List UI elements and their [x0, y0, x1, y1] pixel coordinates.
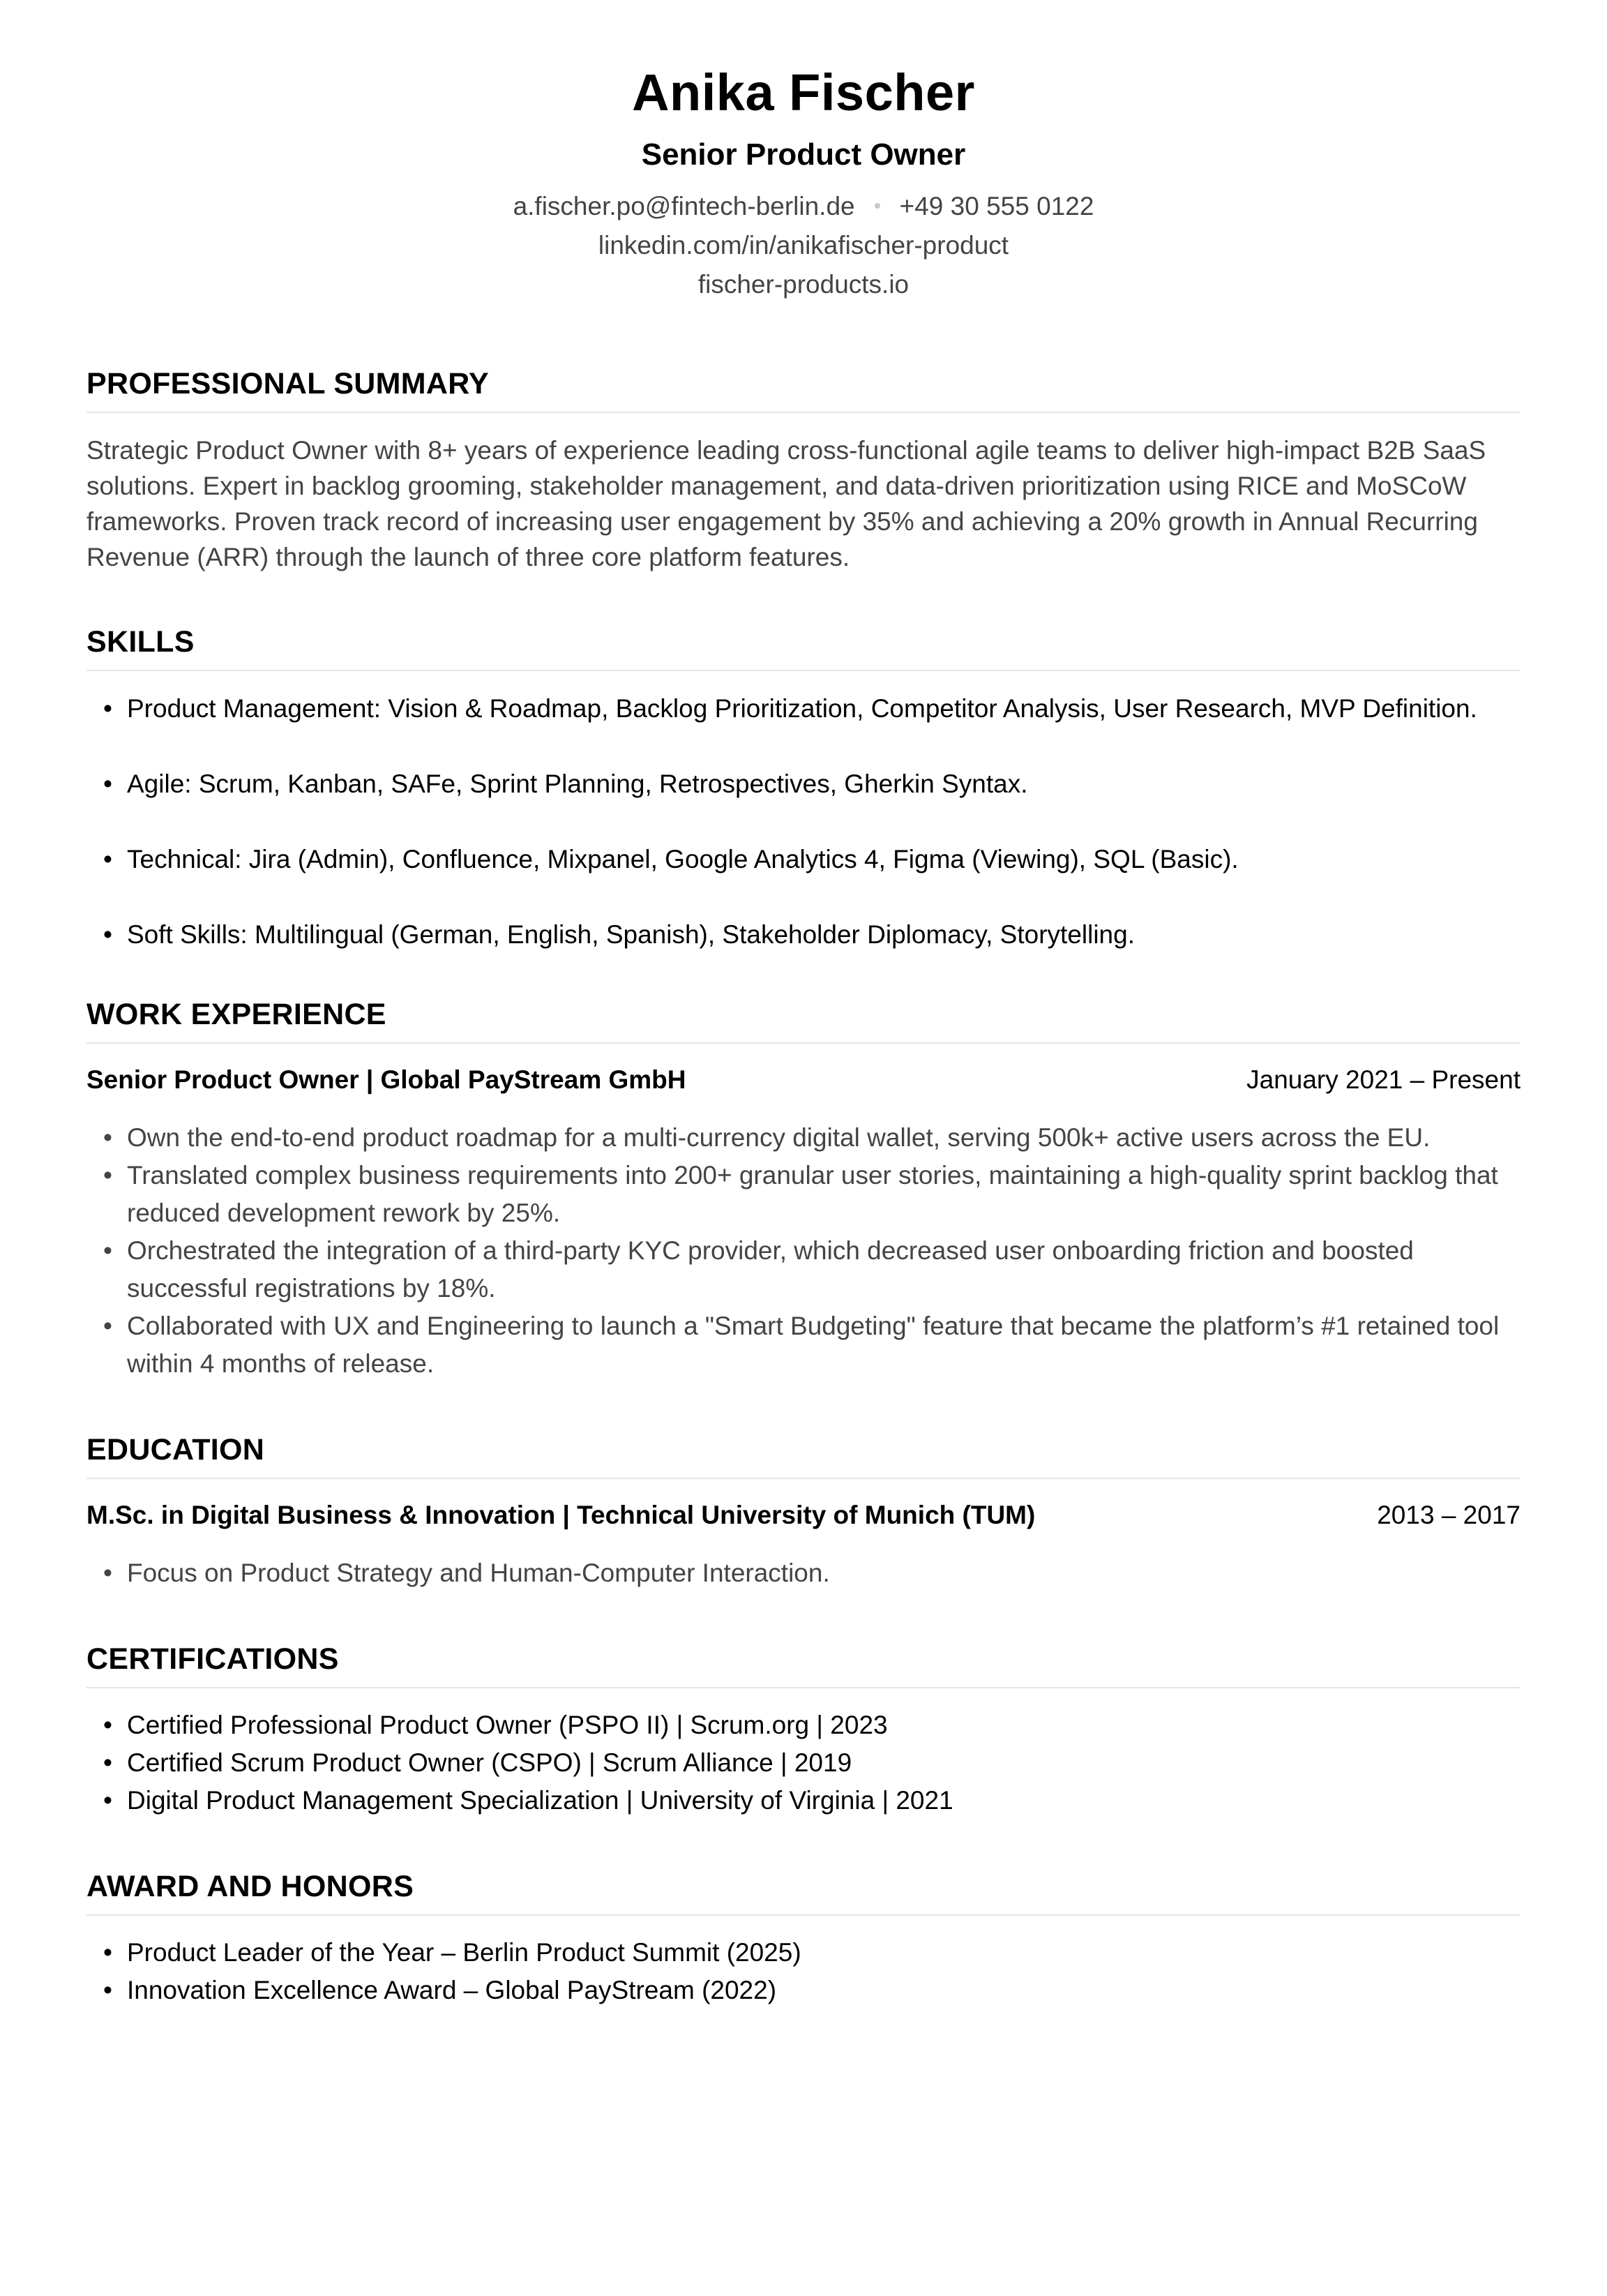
degree-title: M.Sc. in Digital Business & Innovation | Technical University of Munich (TUM)	[86, 1501, 1036, 1529]
skill-text: Agile: Scrum, Kanban, SAFe, Sprint Planning, Retrospectives, Gherkin Syntax.	[127, 770, 1028, 798]
section-awards	[86, 1868, 1521, 2009]
skill-item	[86, 841, 1521, 878]
award-item	[86, 1934, 1521, 1972]
skill-text: Soft Skills: Multilingual (German, English, Spanish), Stakeholder Diplomacy, Storytelling.	[127, 920, 1135, 949]
education-bullet	[86, 1554, 1521, 1592]
education-bullet-text: Focus on Product Strategy and Human-Computer Interaction.	[127, 1559, 830, 1587]
skill-item	[86, 917, 1521, 953]
job-header	[86, 1062, 1521, 1098]
summary-text: Strategic Product Owner with 8+ years of experience leading cross-functional agile teams to deliver high-impact B2B SaaS solutions. Expert in backlog grooming, stakeholder management, and data-driven prioritization using RICE and MoSCoW frameworks. Proven track record of increasing user engagement by 35% and achieving a 20% growth in Annual Recurring Revenue (ARR) through the launch of three core platform features.	[86, 436, 1486, 571]
bullet-icon: •	[103, 1236, 112, 1265]
email-link[interactable]: a.fischer.po@fintech-berlin.de	[513, 192, 855, 220]
bullet-icon: •	[103, 1748, 112, 1777]
bullet-icon: •	[103, 1786, 112, 1815]
bullet-icon: •	[103, 1938, 112, 1967]
award-item	[86, 1972, 1521, 2009]
job-bullet-text: Collaborated with UX and Engineering to launch a "Smart Budgeting" feature that became the platform’s #1 retained tool within 4 months of release.	[127, 1312, 1500, 1378]
skill-item	[86, 766, 1521, 802]
education-header	[86, 1497, 1521, 1533]
certification-text: Certified Scrum Product Owner (CSPO) | Scrum Alliance | 2019	[127, 1748, 852, 1777]
job-bullet	[86, 1157, 1521, 1232]
phone-number[interactable]: +49 30 555 0122	[899, 192, 1094, 220]
bullet-icon: •	[103, 845, 112, 873]
contact-line-email-phone	[86, 187, 1521, 226]
section-summary	[86, 366, 1521, 575]
job-bullet-text: Orchestrated the integration of a third-party KYC provider, which decreased user onboarding friction and boosted successful registrations by 18%.	[127, 1236, 1414, 1303]
certification-item	[86, 1744, 1521, 1782]
certification-item	[86, 1782, 1521, 1819]
job-bullet-text: Translated complex business requirements into 200+ granular user stories, maintaining a high-quality sprint backlog that reduced development rework by 25%.	[127, 1161, 1498, 1227]
bullet-icon: •	[103, 1161, 112, 1190]
resume-header	[86, 61, 1521, 304]
section-title-education: EDUCATION	[86, 1432, 1521, 1479]
job-bullet	[86, 1307, 1521, 1383]
job-bullets	[86, 1119, 1521, 1383]
skill-text: Product Management: Vision & Roadmap, Backlog Prioritization, Competitor Analysis, User Research, MVP Definition.	[127, 694, 1477, 723]
section-title-summary: PROFESSIONAL SUMMARY	[86, 366, 1521, 413]
bullet-icon: •	[103, 770, 112, 798]
job-bullet	[86, 1119, 1521, 1157]
certification-text: Digital Product Management Specialization | University of Virginia | 2021	[127, 1786, 953, 1815]
section-title-skills: SKILLS	[86, 624, 1521, 671]
bullet-icon: •	[103, 1123, 112, 1152]
section-title-experience: WORK EXPERIENCE	[86, 996, 1521, 1044]
website-link[interactable]: fischer-products.io	[697, 270, 910, 299]
certification-item	[86, 1706, 1521, 1744]
bullet-icon: •	[103, 1976, 112, 2004]
separator-dot	[875, 203, 880, 209]
skill-item	[86, 691, 1521, 727]
certifications-list	[86, 1706, 1521, 1819]
job-title: Senior Product Owner | Global PayStream GmbH	[86, 1065, 686, 1094]
bullet-icon: •	[103, 1711, 112, 1739]
candidate-role: Senior Product Owner	[641, 137, 966, 172]
section-title-certifications: CERTIFICATIONS	[86, 1641, 1521, 1688]
awards-list	[86, 1934, 1521, 2009]
skills-list	[86, 691, 1521, 953]
bullet-icon: •	[103, 694, 112, 723]
section-experience	[86, 996, 1521, 1383]
education-date: 2013 – 2017	[1377, 1501, 1521, 1529]
job-bullet	[86, 1232, 1521, 1307]
candidate-name: Anika Fischer	[632, 63, 975, 121]
certification-text: Certified Professional Product Owner (PSPO II) | Scrum.org | 2023	[127, 1711, 888, 1739]
job-date: January 2021 – Present	[1246, 1065, 1521, 1094]
section-title-awards: AWARD AND HONORS	[86, 1868, 1521, 1916]
education-bullets	[86, 1554, 1521, 1592]
section-skills	[86, 624, 1521, 953]
bullet-icon: •	[103, 1559, 112, 1587]
bullet-icon: •	[103, 920, 112, 949]
job-bullet-text: Own the end-to-end product roadmap for a multi-currency digital wallet, serving 500k+ active users across the EU.	[127, 1123, 1431, 1152]
section-education	[86, 1432, 1521, 1592]
bullet-icon: •	[103, 1312, 112, 1340]
award-text: Innovation Excellence Award – Global PayStream (2022)	[127, 1976, 777, 2004]
award-text: Product Leader of the Year – Berlin Product Summit (2025)	[127, 1938, 801, 1967]
section-certifications	[86, 1641, 1521, 1819]
skill-text: Technical: Jira (Admin), Confluence, Mixpanel, Google Analytics 4, Figma (Viewing), SQL (Basic).	[127, 845, 1239, 873]
linkedin-link[interactable]: linkedin.com/in/anikafischer-product	[598, 231, 1009, 260]
